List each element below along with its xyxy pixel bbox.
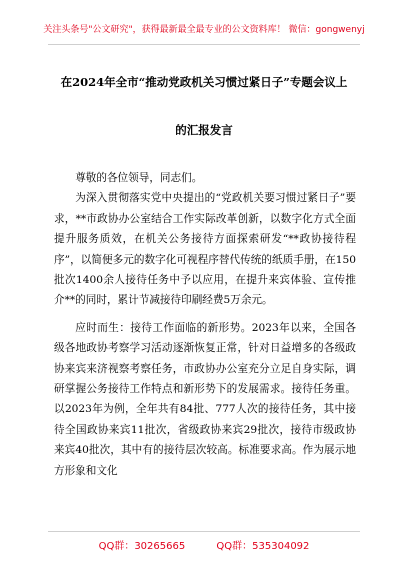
- body-paragraph-2: 应时而生：接待工作面临的新形势。2023年以来，全国各级各地政协考察学习活动逐渐恢复正常，针对日益增多的各级政协来宾来济视察考察任务，市政协办公室充分立足自身实际，调研掌握公务接待工作特点和新形势下的发展需求。接待任务重。以2023年为例，全年共有84批、777人次的接待任务，其中接待全国政协来宾11批次，省级政协来宾29批次，接待市级政协来宾40批次，其中有的接待层次较高。标准要求高。作为展示地方形象和文化: [54, 321, 356, 477]
- footer-qq-group-2: QQ群：535304092: [216, 541, 310, 552]
- footer: [0, 537, 408, 552]
- header-banner: 关注头条号"公文研究"，获得最新最全最专业的公文资料库！ 微信：gongwenyj: [43, 25, 365, 35]
- header-divider: [48, 44, 360, 45]
- document-title-line-1: 在2024年全市“推动党政机关习惯过紧日子”专题会议上: [60, 75, 348, 89]
- footer-qq-group-1: QQ群：30265665: [98, 541, 186, 552]
- document-title-line-2: 的汇报发言: [175, 123, 233, 137]
- footer-divider: [48, 531, 360, 532]
- body-paragraph-1: 为深入贯彻落实党中央提出的“党政机关要习惯过紧日子”要求，**市政协办公室结合工作实际改革创新，以数字化方式全面提升服务质效，在机关公务接待方面探索研发“**政协接待程序”，以简便多元的数字化可视程序替代传统的纸质手册，在150批次1400余人接待任务中予以应用，在提升来宾体验、宣传推介**的同时，累计节减接待印刷经费5万余元。: [54, 192, 356, 307]
- document-body: [54, 168, 356, 481]
- greeting-paragraph: 尊敬的各位领导，同志们。: [75, 172, 203, 184]
